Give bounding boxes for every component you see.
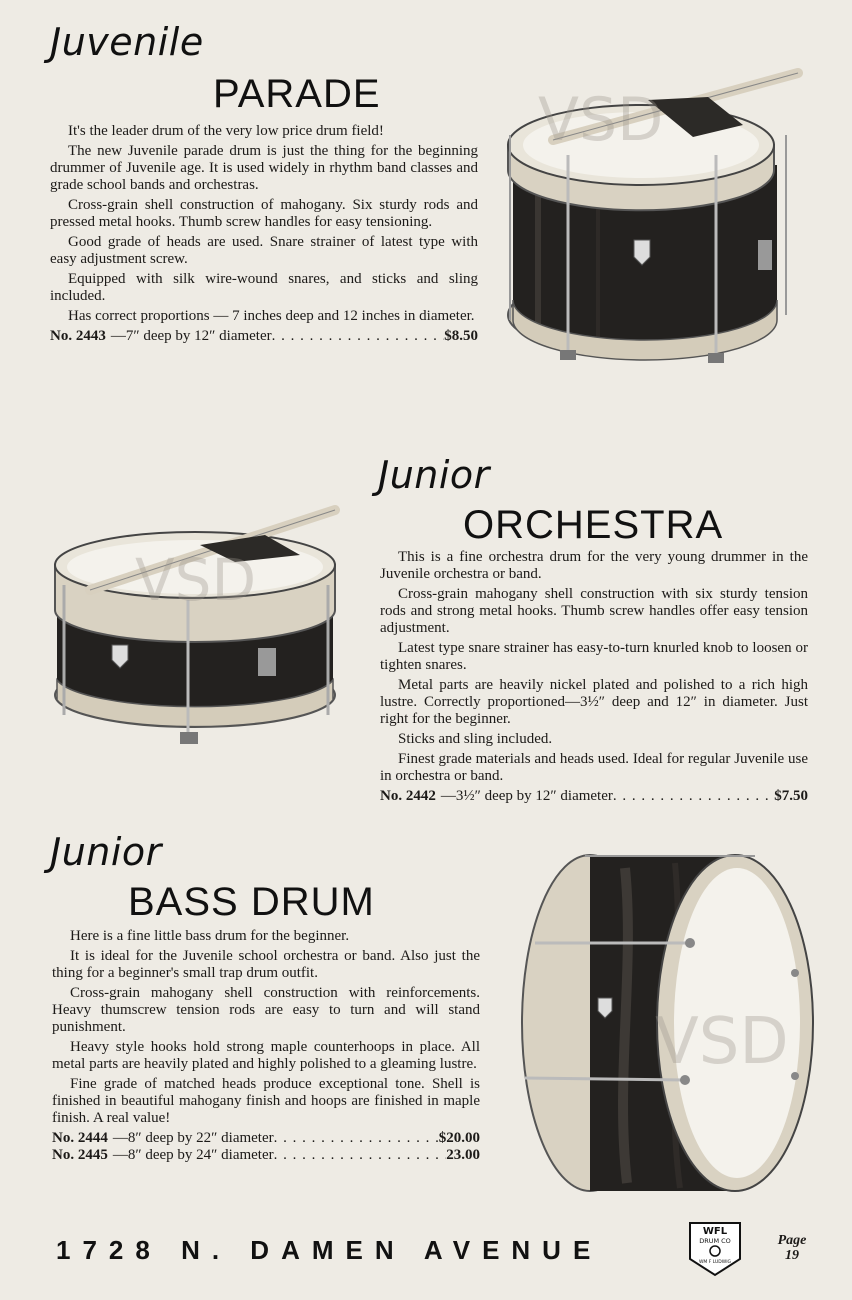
catalog-number: No. 2445	[52, 1147, 108, 1163]
page-label: Page	[777, 1233, 807, 1248]
watermark-text: VSD	[135, 546, 257, 614]
catalog-number: No. 2442	[380, 788, 436, 804]
parade-title: PARADE	[213, 72, 381, 116]
parade-drum-image	[498, 65, 803, 375]
parade-script-title: Juvenile	[50, 20, 204, 64]
logo-drumco-text: DRUM CO	[699, 1237, 731, 1245]
price-amount: $20.00	[438, 1130, 480, 1146]
parade-price-line	[50, 328, 478, 345]
orchestra-script-title: Junior	[378, 453, 490, 497]
parade-paragraph: Has correct proportions — 7 inches deep and 12 inches in diameter.	[68, 308, 475, 324]
logo-ludwig-text: WM F LUDWIG	[698, 1260, 732, 1265]
orchestra-price-line	[380, 788, 808, 805]
price-description: —8″ deep by 24″ diameter	[112, 1147, 274, 1163]
orchestra-paragraph: Cross-grain mahogany shell construction with six sturdy tension rods and strong metal hooks. Thumb screw handles offer easy tension adjustment.	[380, 586, 808, 636]
logo-wfl-text: WFL	[702, 1226, 728, 1237]
bass-description	[52, 928, 480, 1164]
price-amount: $7.50	[774, 788, 808, 804]
price-amount: $8.50	[444, 328, 478, 344]
price-description: —8″ deep by 22″ diameter	[112, 1130, 274, 1146]
page-indicator	[768, 1233, 816, 1263]
parade-paragraph: It's the leader drum of the very low price drum field!	[68, 123, 384, 139]
orchestra-paragraph: This is a fine orchestra drum for the very young drummer in the Juvenile orchestra or band.	[380, 549, 808, 582]
bass-price-line	[52, 1147, 480, 1164]
orchestra-paragraph: Sticks and sling included.	[398, 731, 553, 747]
bass-paragraph: Fine grade of matched heads produce exceptional tone. Shell is finished in beautiful mahogany finish and hoops are finished in maple finish. A real value!	[52, 1076, 480, 1126]
parade-paragraph: Cross-grain shell construction of mahogany. Six sturdy rods and pressed metal hooks. Thumb screw handles for easy tensioning.	[50, 197, 478, 230]
catalog-number: No. 2443	[50, 328, 106, 344]
orchestra-description	[380, 549, 808, 805]
price-description: —3½″ deep by 12″ diameter	[440, 788, 613, 804]
page-number: 19	[785, 1248, 799, 1263]
parade-description	[50, 123, 478, 345]
orchestra-paragraph: Latest type snare strainer has easy-to-turn knurled knob to loosen or tighten snares.	[380, 640, 808, 673]
bass-paragraph: It is ideal for the Juvenile school orchestra or band. Also just the thing for a beginner's small trap drum outfit.	[52, 948, 480, 981]
bass-script-title: Junior	[50, 830, 162, 874]
bass-paragraph: Heavy style hooks hold strong maple counterhoops in place. All metal parts are heavily plated and highly polished to a gleaming lustre.	[52, 1039, 480, 1072]
footer-address: 1728 N. DAMEN AVENUE	[56, 1235, 603, 1265]
bass-drum-image	[515, 848, 845, 1198]
orchestra-paragraph: Finest grade materials and heads used. Ideal for regular Juvenile use in orchestra or band.	[380, 751, 808, 784]
bass-title: BASS DRUM	[128, 880, 375, 924]
bass-paragraph: Here is a fine little bass drum for the beginner.	[70, 928, 350, 944]
orchestra-paragraph: Metal parts are heavily nickel plated and polished to a rich high lustre. Correctly proportioned—3½″ deep and 12″ in diameter. Just right for the beginner.	[380, 677, 808, 727]
wfl-logo	[686, 1219, 744, 1277]
catalog-number: No. 2444	[52, 1130, 108, 1146]
watermark-text: VSD	[655, 1005, 789, 1079]
parade-paragraph: Equipped with silk wire-wound snares, and sticks and sling included.	[50, 271, 478, 304]
watermark-text: VSD	[538, 85, 664, 155]
parade-paragraph: The new Juvenile parade drum is just the thing for the beginning drummer of Juvenile age. It is used widely in rhythm band classes and grade school bands and orchestras.	[50, 143, 478, 193]
price-description: —7″ deep by 12″ diameter	[110, 328, 272, 344]
bass-paragraph: Cross-grain mahogany shell construction with reinforcements. Heavy thumscrew tension rods are easy to turn and will stand punishment.	[52, 985, 480, 1035]
price-amount: 23.00	[446, 1147, 480, 1163]
orchestra-title: ORCHESTRA	[463, 503, 724, 547]
bass-price-line	[52, 1130, 480, 1147]
orchestra-drum-image	[50, 500, 345, 755]
parade-paragraph: Good grade of heads are used. Snare strainer of latest type with easy adjustment screw.	[50, 234, 478, 267]
